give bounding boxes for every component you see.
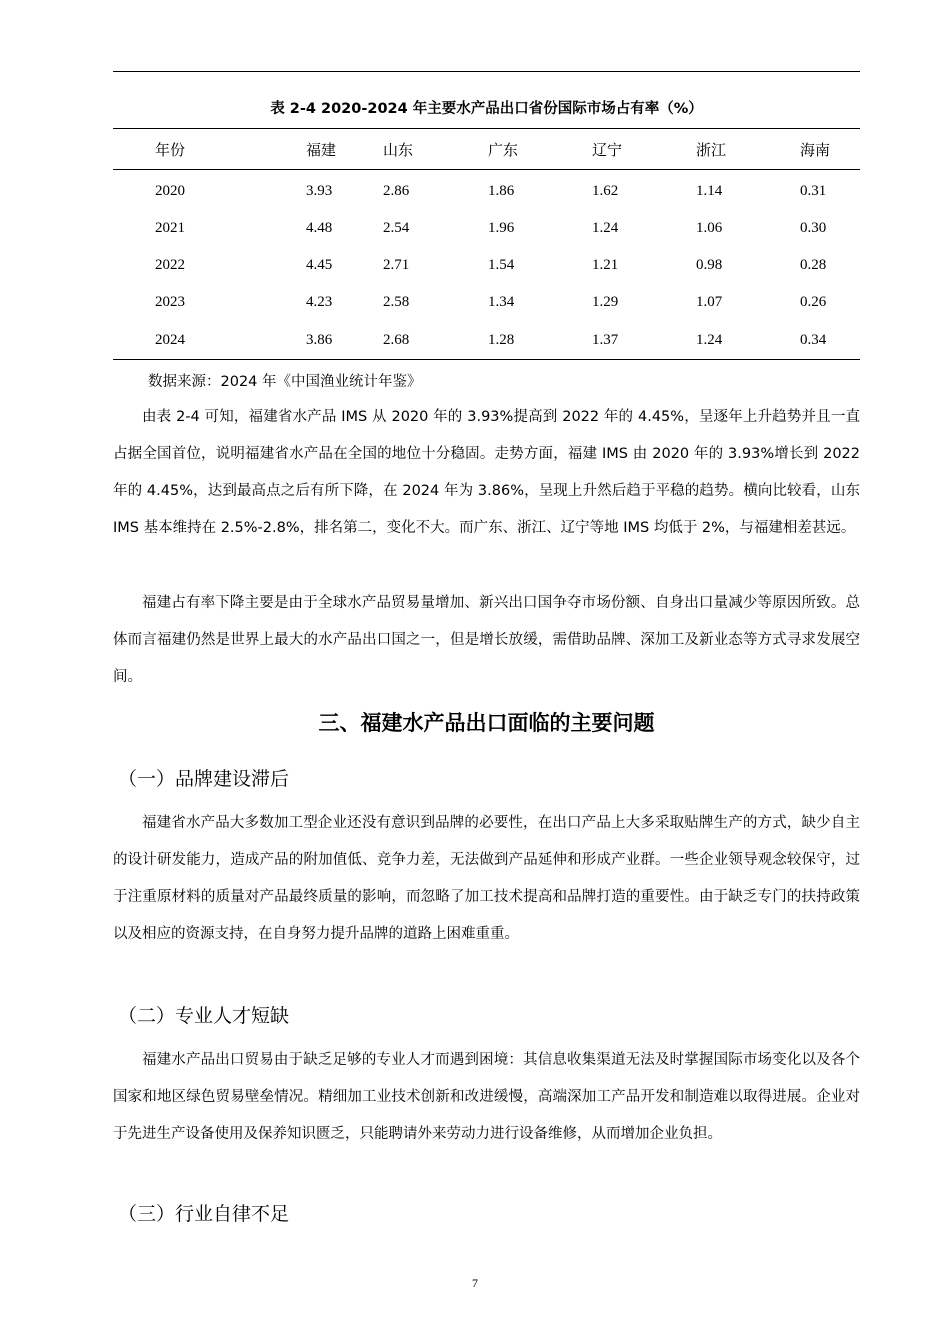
cell: 1.24 [592,219,619,236]
subsection-title-brand: （一）品牌建设滞后 [118,768,290,790]
cell: 1.07 [696,294,723,311]
cell: 0.28 [800,257,827,274]
cell: 2024 [113,322,266,359]
cell: 2.54 [383,219,410,236]
cell: 4.23 [306,294,333,311]
header-year: 年份 [113,129,266,170]
cell: 1.62 [592,183,619,200]
cell: 2.58 [383,294,410,311]
cell: 1.86 [488,183,515,200]
header-shandong: 山东 [383,129,488,170]
table-row [113,210,860,247]
table-caption: 表 2-4 2020-2024 年主要水产品出口省份国际市场占有率（%） [270,101,703,117]
cell: 2022 [155,257,185,274]
table-source-note: 数据来源：2024 年《中国渔业统计年鉴》 [148,374,422,390]
header-zhejiang: 浙江 [696,129,800,170]
cell: 1.14 [696,183,723,200]
cell: 4.48 [306,219,333,236]
cell: 2021 [155,219,185,236]
cell: 2.68 [383,322,488,359]
cell: 1.54 [488,257,515,274]
cell: 2.86 [383,183,410,200]
cell: 1.24 [696,322,800,359]
cell: 0.98 [696,257,723,274]
cell: 3.86 [266,322,383,359]
table-row [113,284,860,321]
paragraph-decline-reasons: 福建占有率下降主要是由于全球水产品贸易量增加、新兴出口国争夺市场份额、自身出口量减少等原因所致。总体而言福建仍然是世界上最大的水产品出口国之一，但是增长放缓，需借助品牌、深加工及新业态等方式寻求发展空间。 [113,595,860,685]
subsection-title-self-discipline: （三）行业自律不足 [118,1203,290,1225]
cell: 2023 [155,294,185,311]
header-liaoning: 辽宁 [592,129,696,170]
header-fujian: 福建 [266,129,383,170]
subsection-title-talent: （二）专业人才短缺 [118,1005,290,1027]
cell: 1.21 [592,257,619,274]
header-guangdong: 广东 [488,129,592,170]
cell: 0.30 [800,219,827,236]
table-row [113,247,860,284]
section-title: 三、福建水产品出口面临的主要问题 [318,711,655,735]
page-number: 7 [472,1276,478,1290]
cell: 0.31 [800,183,827,200]
header-rule [113,71,860,72]
cell: 1.96 [488,219,515,236]
table-header-row [113,129,860,170]
cell: 2020 [155,183,185,200]
cell: 1.37 [592,322,696,359]
header-hainan: 海南 [800,129,860,170]
cell: 0.34 [800,322,860,359]
cell: 2.71 [383,257,410,274]
ims-table [113,128,860,360]
paragraph-brand: 福建省水产品大多数加工型企业还没有意识到品牌的必要性，在出口产品上大多采取贴牌生产的方式，缺少自主的设计研发能力，造成产品的附加值低、竞争力差，无法做到产品延伸和形成产业群。一些企业领导观念较保守，过于注重原材料的质量对产品最终质量的影响，而忽略了加工技术提高和品牌打造的重要性。由于缺乏专门的扶持政策以及相应的资源支持，在自身努力提升品牌的道路上困难重重。 [113,815,860,942]
cell: 1.34 [488,294,515,311]
paragraph-talent: 福建水产品出口贸易由于缺乏足够的专业人才而遇到困境：其信息收集渠道无法及时掌握国际市场变化以及各个国家和地区绿色贸易壁垒情况。精细加工业技术创新和改进缓慢，高端深加工产品开发和制造难以取得进展。企业对于先进生产设备使用及保养知识匮乏，只能聘请外来劳动力进行设备维修，从而增加企业负担。 [113,1052,860,1142]
cell: 1.06 [696,219,723,236]
table-row [113,322,860,359]
table-row [113,170,860,210]
cell: 1.28 [488,322,592,359]
cell: 3.93 [306,183,333,200]
paragraph-ims-analysis: 由表 2-4 可知，福建省水产品 IMS 从 2020 年的 3.93%提高到 2022 年的 4.45%，呈逐年上升趋势并且一直占据全国首位，说明福建省水产品在全国的地位十分稳固。走势方面，福建 IMS 由 2020 年的 3.93%增长到 2022 年的 4.45%，达到最高点之后有所下降，在 2024 年为 3.86%，呈现上升然后趋于平稳的趋势。横向比较看，山东 IMS 基本维持在 2.5%-2.8%，排名第二，变化不大。而广东、浙江、辽宁等地 IMS 均低于 2%，与福建相差甚远。 [113,409,860,536]
cell: 1.29 [592,294,619,311]
cell: 4.45 [306,257,333,274]
cell: 0.26 [800,294,827,311]
